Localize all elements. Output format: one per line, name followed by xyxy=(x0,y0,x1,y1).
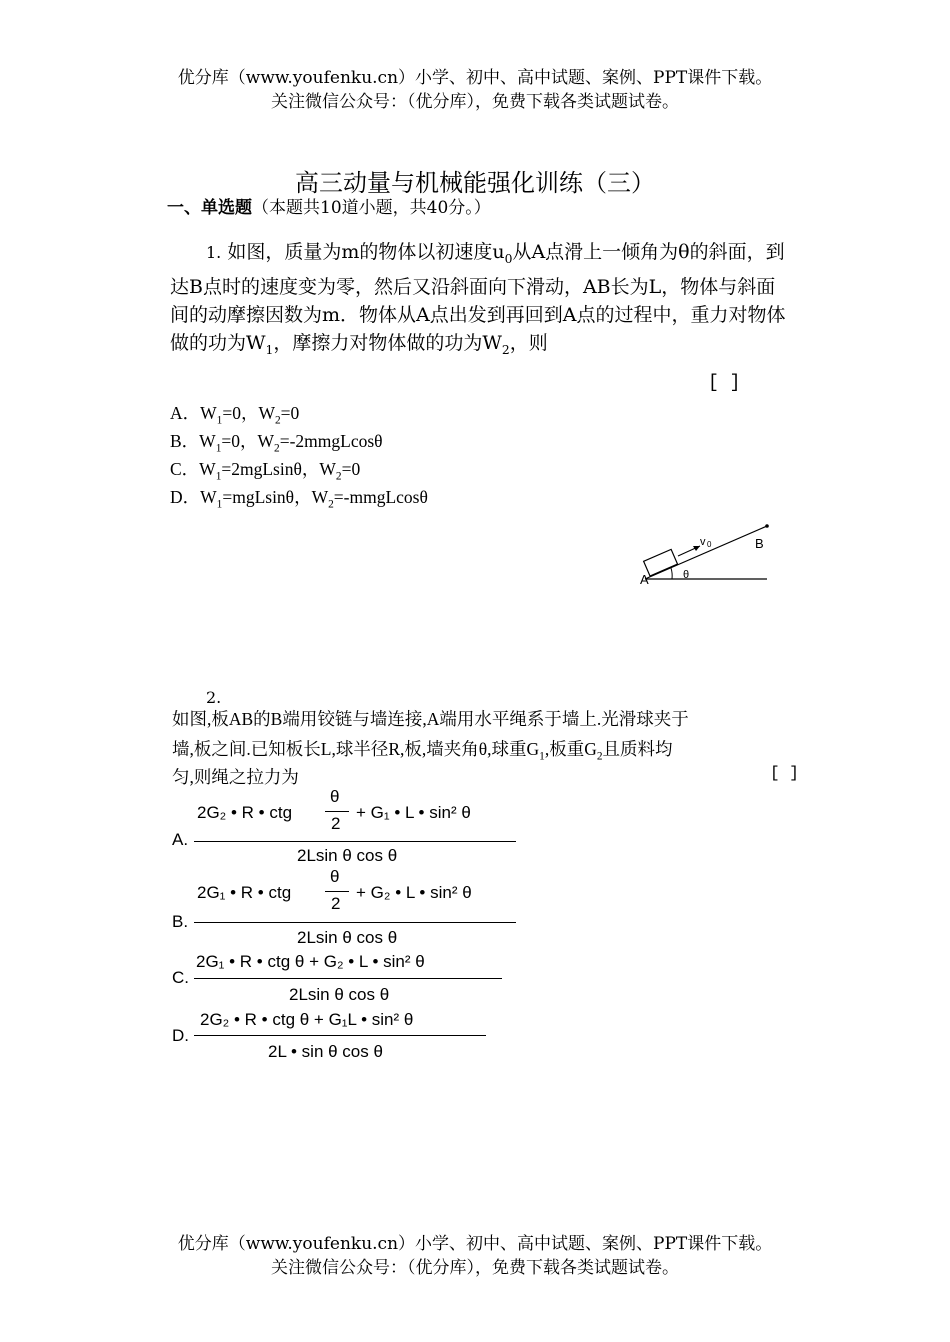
section-heading xyxy=(167,193,491,218)
q1-text-b: 从A点滑上一倾角为θ的斜面，到达B点时的速度变为零，然后又沿斜面向下滑动，AB长为L，物体与斜面间的动摩擦因数为m．物体从A点出发到再回到A点的过程中，重力对物体做的功为W xyxy=(170,241,786,354)
q1-text-a: 如图，质量为m的物体以初速度u xyxy=(227,241,505,263)
label-a: A xyxy=(640,572,649,587)
question-1-stem xyxy=(170,238,790,364)
q1-option-d: D．$W_1=mgLsin\theta$，$W_2=$-mmgLcosθ xyxy=(170,487,428,511)
label-theta: θ xyxy=(683,569,690,581)
footer-line-1: 优分库（www.youfenku.cn）小学、初中、高中试题、案例、PPT课件下载。 xyxy=(177,1234,773,1254)
block xyxy=(644,549,678,576)
q1-option-a: A．$W_1=0$，$W_2=0$ xyxy=(170,403,300,427)
incline-figure xyxy=(630,518,780,593)
point-b xyxy=(765,524,769,528)
question-2-answer-bracket: [ ] xyxy=(770,764,799,782)
label-v-sub: 0 xyxy=(707,540,712,549)
question-1-answer-bracket: [ ] xyxy=(708,373,741,393)
q1-text-c: ，摩擦力对物体做的功为W xyxy=(273,331,502,354)
q1-sub2: 2 xyxy=(501,342,510,357)
question-1-number: 1. xyxy=(206,243,222,262)
section-note: （本题共10道小题，共40分。） xyxy=(252,198,491,218)
footer-line-2: 关注微信公众号：（优分库），免费下载各类试题试卷。 xyxy=(271,1258,679,1278)
header-line-2: 关注微信公众号：（优分库），免费下载各类试题试卷。 xyxy=(271,92,679,112)
q2-line-3: 匀,则绳之拉力为 xyxy=(172,767,299,787)
q1-text-d: ，则 xyxy=(509,331,548,354)
q1-sub0: 0 xyxy=(504,251,513,266)
label-v: v xyxy=(700,536,706,548)
q2-line-2: 墙,板之间.已知板长L,球半径R,板,墙夹角θ,球重$G_1$,板重$G_2$且质料均 xyxy=(172,739,673,763)
q1-sub1: 1 xyxy=(265,342,274,357)
q1-option-c: C．$W_1=2mgLsin\theta$，$W_2=0$ xyxy=(170,459,361,483)
question-2-number: 2. xyxy=(206,688,222,707)
section-label: 一、单选题 xyxy=(167,198,252,218)
q1-option-b: B．$W_1=0$，$W_2=-2mmgLcos\theta$ xyxy=(170,431,383,455)
angle-arc xyxy=(671,568,672,579)
page-title: 高三动量与机械能强化训练（三） xyxy=(295,169,655,197)
label-b: B xyxy=(755,536,764,551)
q2-line-1: 如图,板AB的B端用铰链与墙连接,A端用水平绳系于墙上.光滑球夹于 xyxy=(172,709,689,729)
header-line-1: 优分库（www.youfenku.cn）小学、初中、高中试题、案例、PPT课件下载。 xyxy=(177,68,773,88)
